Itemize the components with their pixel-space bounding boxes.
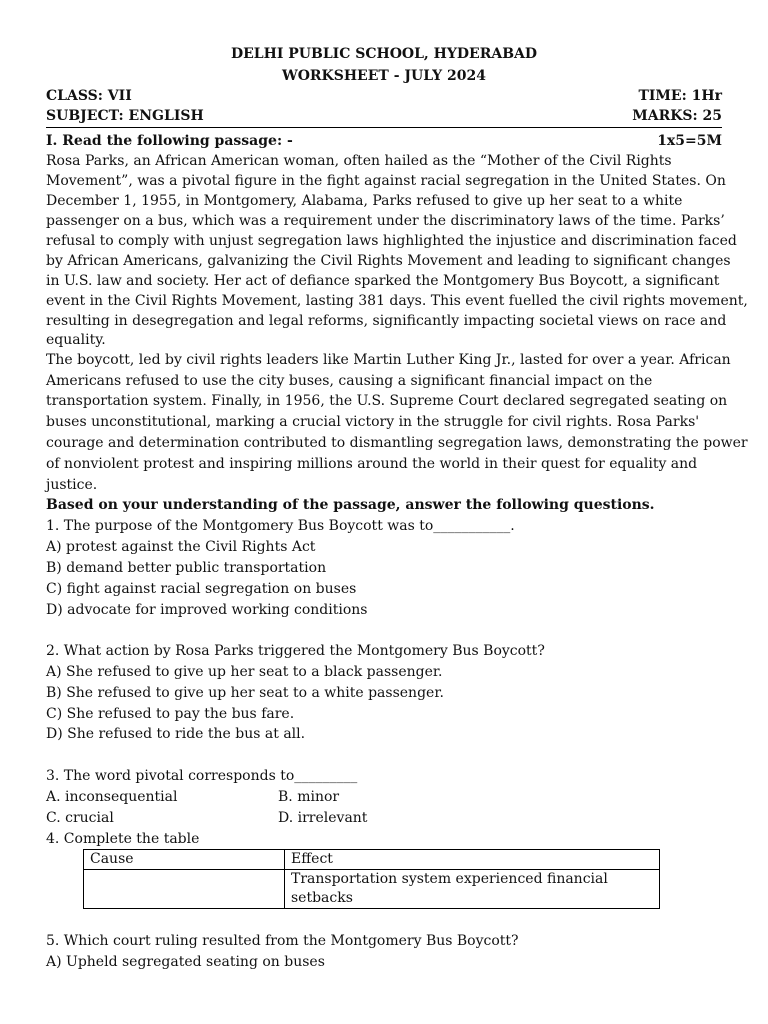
worksheet-title: WORKSHEET - JULY 2024	[282, 68, 486, 84]
section-heading	[46, 131, 722, 151]
passage-line: refusal to comply with unjust segregation laws highlighted the injustice and discrimination faced	[46, 233, 737, 249]
option-row	[46, 787, 722, 807]
option: C. crucial	[46, 810, 114, 826]
passage-line: buses unconstitutional, marking a crucial victory in the struggle for civil rights. Rosa Parks'	[46, 414, 700, 430]
section-title: I. Read the following passage: -	[46, 133, 293, 149]
option: A) protest against the Civil Rights Act	[46, 539, 316, 555]
passage-line: The boycott, led by civil rights leaders like Martin Luther King Jr., lasted for over a year. African	[46, 352, 731, 368]
option: C) She refused to pay the bus fare.	[46, 706, 295, 722]
question-text: 3. The word pivotal corresponds to_________	[46, 768, 358, 784]
cause-effect-table	[83, 849, 660, 909]
section-marks: 1x5=5M	[657, 133, 722, 149]
option: B) She refused to give up her seat to a white passenger.	[46, 685, 444, 701]
option: D) advocate for improved working conditions	[46, 602, 368, 618]
passage-line: by African Americans, galvanizing the Civil Rights Movement and leading to significant changes	[46, 253, 731, 269]
passage-line: Movement”, was a pivotal figure in the fight against racial segregation in the United States. On	[46, 173, 726, 189]
table-row	[84, 870, 660, 909]
header-cause: Cause	[84, 850, 285, 870]
table-header-row	[84, 850, 660, 870]
option: D) She refused to ride the bus at all.	[46, 726, 306, 742]
passage-line: passenger on a bus, which was a requirement under the discriminatory laws of the time. Parks’	[46, 213, 725, 229]
header-effect: Effect	[285, 850, 660, 870]
passage-line: event in the Civil Rights Movement, lasting 381 days. This event fuelled the civil rights movement,	[46, 293, 748, 309]
option: B. minor	[278, 789, 340, 805]
question-text: 5. Which court ruling resulted from the Montgomery Bus Boycott?	[46, 933, 519, 949]
class-label: CLASS: VII	[46, 88, 132, 104]
class-row	[46, 86, 722, 106]
option: D. irrelevant	[278, 810, 368, 826]
passage-line: equality.	[46, 332, 106, 348]
effect-text: Transportation system experienced financial	[291, 871, 608, 887]
passage-line: courage and determination contributed to dismantling segregation laws, demonstrating the power	[46, 435, 748, 451]
option-row	[46, 808, 722, 828]
option: A) Upheld segregated seating on buses	[46, 954, 325, 970]
effect-text: setbacks	[291, 890, 353, 906]
question-text: 1. The purpose of the Montgomery Bus Boycott was to___________.	[46, 518, 515, 534]
option: B) demand better public transportation	[46, 560, 327, 576]
option: C) fight against racial segregation on buses	[46, 581, 357, 597]
subject-row	[46, 106, 722, 126]
effect-cell	[285, 870, 660, 909]
cause-cell[interactable]	[84, 870, 285, 909]
subject-label: SUBJECT: ENGLISH	[46, 108, 204, 124]
school-name: DELHI PUBLIC SCHOOL, HYDERABAD	[230, 46, 538, 62]
instruction: Based on your understanding of the passage, answer the following questions.	[46, 497, 655, 513]
question-text: 2. What action by Rosa Parks triggered the Montgomery Bus Boycott?	[46, 643, 545, 659]
passage-line: Rosa Parks, an African American woman, often hailed as the “Mother of the Civil Rights	[46, 153, 672, 169]
passage-line: Americans refused to use the city buses, causing a significant financial impact on the	[46, 373, 653, 389]
passage-line: transportation system. Finally, in 1956, the U.S. Supreme Court declared segregated seating on	[46, 393, 728, 409]
passage-line: of nonviolent protest and inspiring millions around the world in their quest for equality and	[46, 456, 698, 472]
question-text: 4. Complete the table	[46, 831, 200, 847]
time-label: TIME: 1Hr	[638, 88, 722, 104]
header-divider	[46, 127, 722, 128]
marks-label: MARKS: 25	[632, 108, 722, 124]
option: A. inconsequential	[46, 789, 178, 805]
passage-line: December 1, 1955, in Montgomery, Alabama, Parks refused to give up her seat to a white	[46, 193, 683, 209]
passage-line: in U.S. law and society. Her act of defiance sparked the Montgomery Bus Boycott, a significant	[46, 273, 720, 289]
passage-line: justice.	[46, 477, 98, 493]
option: A) She refused to give up her seat to a black passenger.	[46, 664, 443, 680]
passage-line: resulting in desegregation and legal reforms, significantly impacting societal views on race and	[46, 313, 727, 329]
